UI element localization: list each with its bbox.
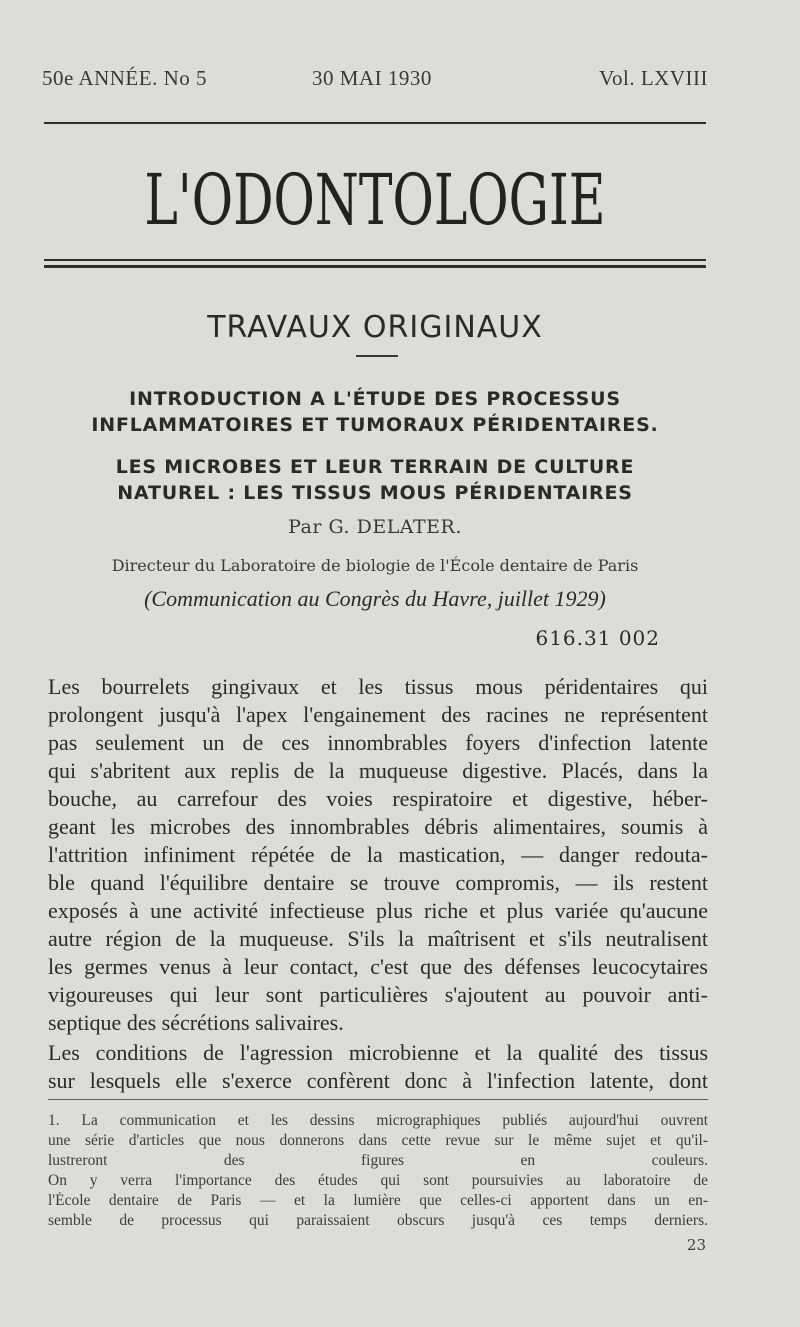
running-header: [42, 66, 708, 94]
header-rule: [44, 122, 706, 124]
communication-note: (Communication au Congrès du Havre, juillet 1929): [144, 586, 606, 611]
issue-date: 30 MAI 1930: [312, 66, 432, 90]
section-title: TRAVAUX ORIGINAUX: [207, 310, 543, 345]
footnote-line: semble de processus qui paraissaient obscurs jusqu'à ces temps derniers.: [48, 1212, 708, 1229]
body-text-line: pas seulement un de ces innombrables foyers d'infection latente: [48, 730, 708, 755]
body-text-line: ble quand l'équilibre dentaire se trouve compromis, — ils restent: [48, 870, 708, 895]
body-text-line: prolongent jusqu'à l'apex l'engainement des racines ne représentent: [48, 702, 708, 727]
author-byline: Par G. DELATER.: [288, 516, 462, 538]
body-text-line: autre région de la muqueuse. S'ils la maîtrisent et s'ils neutralisent: [48, 926, 708, 951]
footnote-line: lustreront des figures en couleurs.: [48, 1152, 708, 1169]
footnote-line: l'École dentaire de Paris — et la lumière que celles-ci apportent dans un en-: [48, 1192, 708, 1209]
body-text-line: vigoureuses qui leur sont particulières s'ajoutent au pouvoir anti-: [48, 982, 708, 1007]
footnote-line: 1. La communication et les dessins micrographiques publiés aujourd'hui ouvrent: [48, 1112, 708, 1129]
body-text-line: l'attrition infiniment répétée de la mastication, — danger redouta-: [48, 842, 708, 867]
volume-number: Vol. LXVIII: [599, 66, 708, 90]
issue-info: 50e ANNÉE. No 5: [42, 66, 207, 90]
journal-title: L'ODONTOLOGIE: [144, 159, 606, 241]
body-text-line: Les bourrelets gingivaux et les tissus mous péridentaires qui: [48, 674, 708, 699]
section-divider: [356, 355, 398, 357]
author-affiliation: Directeur du Laboratoire de biologie de l'École dentaire de Paris: [111, 556, 639, 575]
article-subheading-line: LES MICROBES ET LEUR TERRAIN DE CULTURE: [115, 456, 635, 478]
body-text-line: sur lesquels elle s'exerce confèrent donc à l'infection latente, dont: [48, 1068, 708, 1093]
masthead-rule-thin: [44, 259, 706, 261]
masthead-rule-thick: [44, 265, 706, 268]
article-subheading-line: NATUREL : LES TISSUS MOUS PÉRIDENTAIRES: [117, 482, 633, 504]
body-text-line: geant les microbes des innombrables débris alimentaires, soumis à: [48, 814, 708, 839]
footnote-line: une série d'articles que nous donnerons dans cette revue sur le même sujet et qu'il-: [48, 1132, 708, 1149]
article-heading-line: INTRODUCTION A L'ÉTUDE DES PROCESSUS: [129, 388, 621, 410]
body-text-line: exposés à une activité infectieuse plus riche et plus variée qu'aucune: [48, 898, 708, 923]
body-text-line: qui s'abritent aux replis de la muqueuse digestive. Placés, dans la: [48, 758, 708, 783]
footnote-line: On y verra l'importance des études qui sont poursuivies au laboratoire de: [48, 1172, 708, 1189]
classification-number: 616.31 002: [535, 626, 660, 650]
body-text-line: les germes venus à leur contact, c'est que des défenses leucocytaires: [48, 954, 708, 979]
body-text-line: septique des sécrétions salivaires.: [48, 1010, 344, 1035]
page-number: 23: [686, 1236, 706, 1254]
footnote-rule: [48, 1099, 708, 1100]
body-text-line: Les conditions de l'agression microbienne et la qualité des tissus: [48, 1040, 708, 1065]
article-heading-line: INFLAMMATOIRES ET TUMORAUX PÉRIDENTAIRES.: [91, 414, 659, 436]
body-text-line: bouche, au carrefour des voies respiratoire et digestive, héber-: [48, 786, 708, 811]
